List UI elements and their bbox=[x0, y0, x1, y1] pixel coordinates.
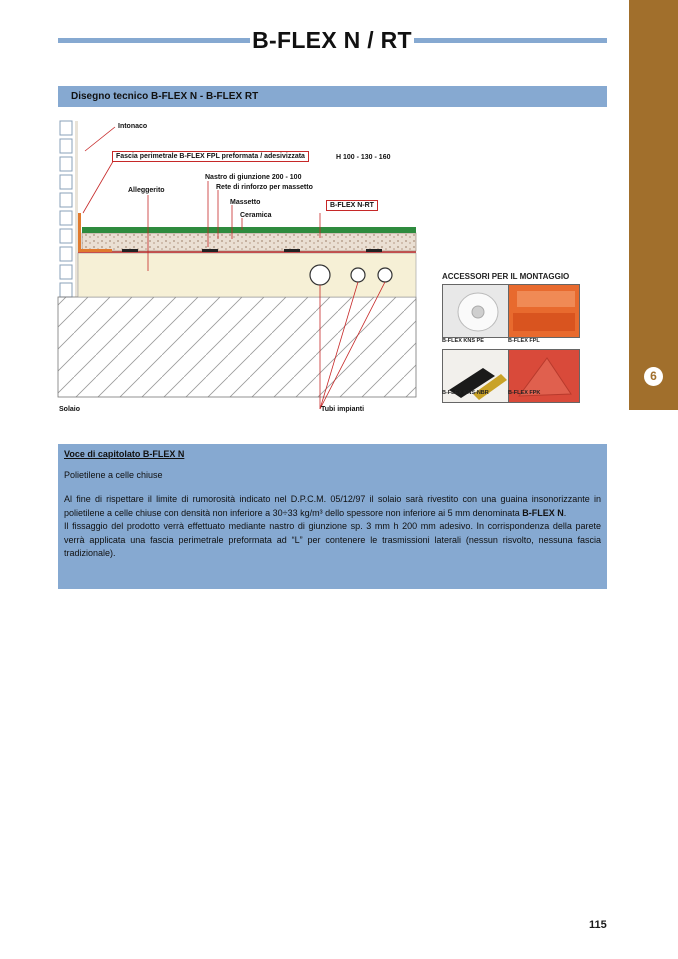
pipe bbox=[378, 268, 392, 282]
spec-heading: Voce di capitolato B-FLEX N bbox=[64, 449, 185, 459]
technical-drawing bbox=[52, 113, 427, 423]
title-rule-right bbox=[414, 38, 607, 43]
spec-subtitle: Polietilene a celle chiuse bbox=[64, 470, 163, 480]
label-ceramica: Ceramica bbox=[240, 212, 272, 219]
plaster-layer bbox=[75, 121, 78, 297]
label-alleggerito: Alleggerito bbox=[128, 187, 165, 194]
spec-paragraph-2: Il fissaggio del prodotto verrà effettuato mediante nastro di giunzione sp. 3 mm h 200 mm adesivo. In corrispondenza della parete verrà applicata una fascia perimetrale preformata ad “L” per contenere le trasmissioni laterali (nessun risvolto, nessuna fascia tradizionale). bbox=[64, 521, 601, 559]
joint-tape bbox=[202, 249, 218, 252]
ceramic-tile bbox=[82, 227, 416, 233]
label-solaio: Solaio bbox=[59, 406, 81, 413]
accessories-title: ACCESSORI PER IL MONTAGGIO bbox=[442, 272, 570, 281]
specification-box bbox=[58, 444, 607, 589]
pipe bbox=[310, 265, 330, 285]
spec-text: Al fine di rispettare il limite di rumorosità indicato nel D.P.C.M. 05/12/97 il solaio sarà rivestito con una guaina insonorizzante in polietilene a celle chiuse con densità non inferiore a 30÷33 kg/m³ dello spessore non inferiore ai 5 mm denominata bbox=[64, 494, 601, 518]
label-massetto: Massetto bbox=[230, 199, 261, 206]
title-rule-left bbox=[58, 38, 250, 43]
tape-roll-icon bbox=[443, 285, 513, 337]
joint-tape bbox=[366, 249, 382, 252]
accessory-label: B-FLEX FPL bbox=[508, 338, 540, 344]
spec-paragraph-1 bbox=[64, 493, 601, 520]
section-title: Disegno tecnico B-FLEX N - B-FLEX RT bbox=[58, 86, 607, 107]
pipe bbox=[351, 268, 365, 282]
page-title: B-FLEX N / RT bbox=[252, 27, 412, 53]
page-number: 115 bbox=[589, 919, 607, 931]
label-fascia-perimetrale: Fascia perimetrale B-FLEX FPL preformata / adesivizzata bbox=[112, 151, 309, 162]
accessory-image-kns-pe bbox=[442, 284, 514, 338]
label-nastro: Nastro di giunzione 200 - 100 bbox=[205, 174, 302, 181]
joint-tape bbox=[122, 249, 138, 252]
label-tubi-impianti: Tubi impianti bbox=[321, 406, 365, 413]
screed bbox=[82, 233, 416, 251]
slab bbox=[58, 297, 416, 397]
label-bflex-tag: B-FLEX N-RT bbox=[326, 200, 378, 211]
perimeter-band-icon bbox=[509, 285, 579, 337]
label-heights: H 100 - 130 - 160 bbox=[336, 154, 391, 161]
brick-wall bbox=[60, 121, 72, 297]
accessory-label: B-FLEX KNS PE bbox=[442, 338, 484, 344]
spec-text: . bbox=[563, 507, 567, 518]
joint-tape bbox=[284, 249, 300, 252]
accessory-image-fpl bbox=[508, 284, 580, 338]
spec-product-name: B-FLEX N bbox=[522, 507, 564, 518]
chapter-number-badge: 6 bbox=[644, 367, 663, 386]
chapter-side-tab bbox=[629, 0, 678, 410]
label-intonaco: Intonaco bbox=[118, 123, 148, 130]
accessory-label: B-FLEX KNS-NBR bbox=[442, 390, 489, 396]
accessory-label: B-FLEX FPK bbox=[508, 390, 541, 396]
label-rete: Rete di rinforzo per massetto bbox=[216, 184, 313, 191]
